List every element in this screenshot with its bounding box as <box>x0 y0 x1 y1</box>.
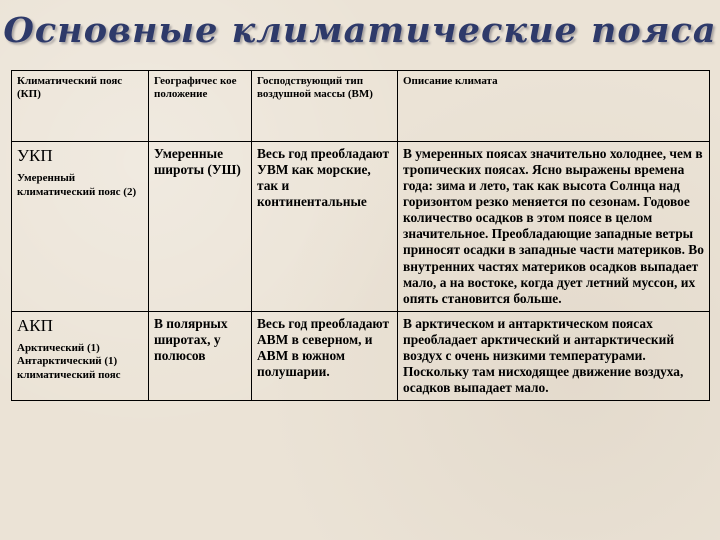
description-cell: В умеренных поясах значительно холоднее, чем в тропических поясах. Ясно выражены времена года: зима и лето, так как высота Солнца над горизонтом резко меняется по сезонам. Годовое количество осадков в этом поясе в целом значительное. Преобладающие западные ветры приносят осадки в западные части материков. Во внутренних частях материков осадков выпадает мало, а на востоке, когда дует летний муссон, их опять становится больше. <box>398 142 710 312</box>
description-cell: В арктическом и антарктическом поясах преобладает арктический и антарктический воздух с очень низкими температурами. Поскольку там нисходящее движение воздуха, осадков выпадает мало. <box>398 311 710 400</box>
header-air-mass: Господствующий тип воздушной массы (ВМ) <box>252 71 398 142</box>
position-cell: Умеренные широты (УШ) <box>149 142 252 312</box>
climate-table <box>11 70 710 401</box>
table-header-row <box>12 71 710 142</box>
zone-abbr: УКП <box>17 146 53 165</box>
air-mass-cell: Весь год преобладают УВМ как морские, так и континентальные <box>252 142 398 312</box>
air-mass-cell: Весь год преобладают АВМ в северном, и АВМ в южном полушарии. <box>252 311 398 400</box>
header-climate-zone: Климатический пояс (КП) <box>12 71 149 142</box>
zone-cell <box>12 142 149 312</box>
zone-abbr: АКП <box>17 315 53 335</box>
table-row <box>12 311 710 400</box>
table-row <box>12 142 710 312</box>
page-title: Основные климатические пояса <box>3 10 717 51</box>
zone-cell <box>12 311 149 400</box>
zone-name: Умеренный климатический пояс (2) <box>17 172 137 198</box>
header-geographic-position: Географичес кое положение <box>149 71 252 142</box>
position-cell: В полярных широтах, у полюсов <box>149 311 252 400</box>
zone-name: Арктический (1) Антарктический (1) климатический пояс <box>17 342 121 381</box>
header-climate-description: Описание климата <box>398 71 710 142</box>
